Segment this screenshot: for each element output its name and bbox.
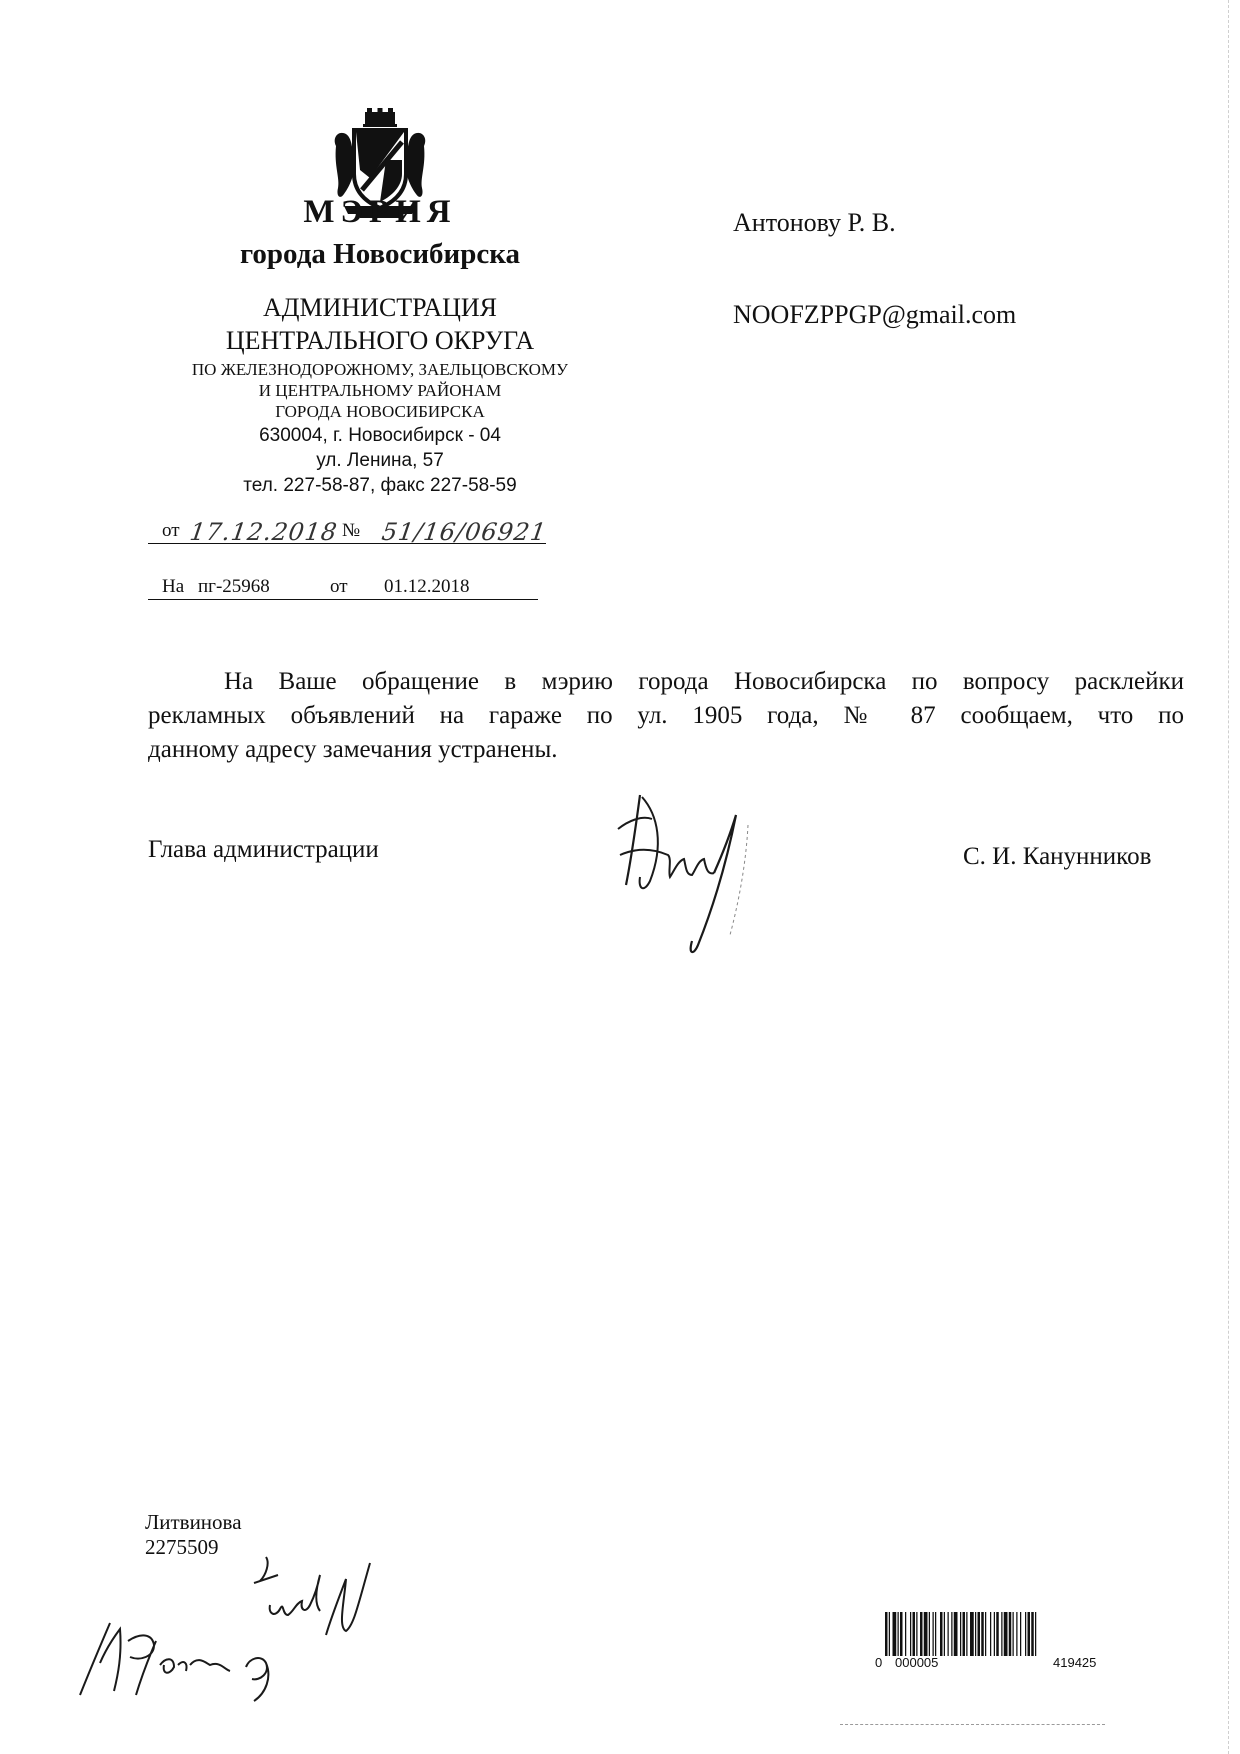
registration-number: 51/16/06921	[380, 518, 549, 546]
org-title: МЭРИЯ	[303, 194, 457, 230]
admin-sub-line-1: ПО ЖЕЛЕЗНОДОРОЖНОМУ, ЗАЕЛЬЦОВСКОМУ	[191, 360, 569, 379]
address-line-1: 630004, г. Новосибирск - 04	[259, 425, 501, 446]
admin-line-2: ЦЕНТРАЛЬНОГО ОКРУГА	[225, 326, 535, 355]
barcode-code-right: 419425	[1053, 1655, 1097, 1670]
executor-name: Литвинова	[145, 1510, 242, 1534]
ref-number: пг-25968	[198, 576, 270, 597]
executor-phone: 2275509	[145, 1535, 219, 1559]
signatory-name: С. И. Канунников	[963, 843, 1152, 870]
org-city: города Новосибирска	[239, 238, 521, 270]
date-label: от	[162, 520, 180, 541]
ref-date: 01.12.2018	[384, 576, 470, 597]
admin-line-1: АДМИНИСТРАЦИЯ	[263, 293, 497, 322]
admin-sub-line-2: И ЦЕНТРАЛЬНОМУ РАЙОНАМ	[258, 381, 502, 400]
document-barcode	[875, 1612, 1141, 1670]
handwritten-signature-icon	[598, 785, 798, 967]
barcode-bars-icon	[885, 1612, 1141, 1656]
approval-visas-icon	[70, 1545, 430, 1705]
reference-registration	[148, 572, 538, 606]
footer-dash-line	[840, 1724, 1105, 1725]
body-line-3: данному адресу замечания устранены.	[148, 736, 558, 763]
barcode-prefix: 0	[875, 1655, 883, 1670]
recipient-name: Антонову Р. В.	[733, 208, 896, 237]
ref-date-label: от	[330, 576, 348, 597]
body-line-1: На Ваше обращение в мэрию города Новосибирска по вопросу расклейки	[224, 668, 1184, 695]
address-line-3: тел. 227-58-87, факс 227-58-59	[243, 475, 517, 496]
signatory-position: Глава администрации	[148, 836, 379, 863]
registration-date: 17.12.2018	[188, 518, 340, 546]
outgoing-registration	[148, 516, 549, 550]
barcode-code-left: 000005	[895, 1655, 939, 1670]
body-line-2: рекламных объявлений на гараже по ул. 1905 года, № 87 сообщаем, что по	[148, 702, 1184, 729]
scan-edge-line	[1228, 0, 1229, 1754]
ref-label: На	[162, 576, 185, 597]
number-label: №	[342, 520, 361, 541]
admin-sub-line-3: ГОРОДА НОВОСИБИРСКА	[275, 402, 485, 421]
reference-underline	[148, 599, 538, 600]
address-line-2: ул. Ленина, 57	[316, 450, 444, 471]
recipient-email: NOOFZPPGP@gmail.com	[733, 300, 1017, 329]
letter-body	[148, 665, 1184, 767]
